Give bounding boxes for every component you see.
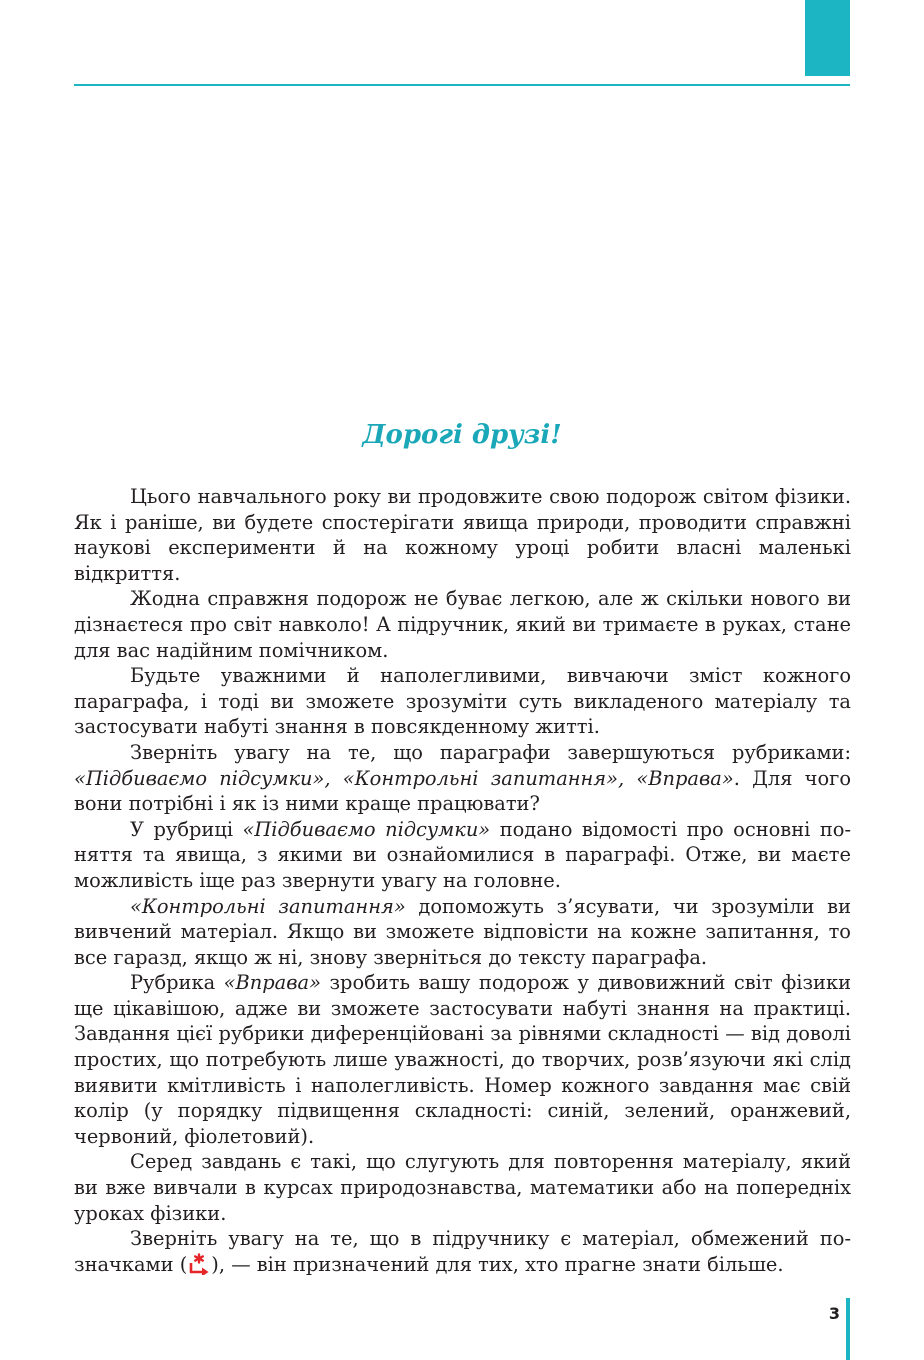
intro-text (74, 484, 851, 1277)
paragraph: Будьте уважними й наполегливими, вивчаючи зміст кожного параграфа, і тоді ви зможете зрозуміти суть викладеного матеріалу та застосувати набуті знання в повсякденному житті. (74, 664, 851, 739)
header-rule (74, 84, 850, 86)
paragraph (74, 817, 851, 894)
paragraph-text: зробить вашу подорож у дивовижний світ фізики ще цікавішою, адже ви зможете застосувати набуті знання на практиці. Завдання цієї рубрики диференційовані за рівнями складності — від доволі простих, що потребують лише уважності, до творчих, розв’язуючи які слід виявити кмітливість і наполегливість. Номер кожного завдання має свій колір (у порядку підвищення складності: синій, зелений, оранжевий, червоний, фіолетовий). (74, 971, 851, 1148)
rubric-names: «Підбиваємо підсумки», «Контрольні запитання», «Вправа» (74, 766, 734, 790)
paragraph-text: . Для чого вони потрібні і як із ними краще працювати? (74, 766, 851, 816)
paragraph-text: У рубриці (130, 817, 243, 841)
paragraph-text: ), — він призначений для тих, хто прагне знати більше. (211, 1252, 784, 1276)
paragraph-text: Рубрика (130, 971, 224, 995)
page-title: Дорогі друзі! (362, 420, 562, 451)
paragraph (74, 740, 851, 817)
paragraph (74, 1226, 851, 1277)
rubric-name: «Підбиваємо підсумки» (242, 817, 491, 841)
paragraph: Жодна справжня подорож не буває легкою, але ж скільки нового ви дізнаєтеся про світ навколо! А підручник, який ви тримаєте в руках, стане для вас надійним помічником. (74, 587, 851, 662)
footer-rule (846, 1298, 850, 1360)
paragraph-text: Зверніть увагу на те, що параграфи завершуються рубриками: (130, 740, 851, 764)
paragraph (74, 970, 851, 1149)
page-number: 3 (828, 1304, 840, 1323)
paragraph: Цього навчального року ви продовжите свою подорож світом фізики. Як і раніше, ви будете спостерігати явища природи, проводити справжні наукові експерименти й на кожному уроці робити власні маленькі відкриття. (74, 485, 851, 585)
paragraph-text: подано відомості про основні поняття та явища, з якими ви ознайомилися в параграфі. Отже, ви маєте можливість іще раз звернути увагу на головне. (74, 817, 852, 892)
paragraph-text: допоможуть з’ясувати, чи зрозуміли ви вивчений матеріал. Якщо ви зможете відповісти на кожне запитання, то все гаразд, якщо ж ні, знову зверніться до тексту параграфа. (74, 894, 851, 969)
asterisk-arrow-icon (188, 1253, 210, 1275)
paragraph-text: Зверніть увагу на те, що в підручнику є матеріал, обмежений позначками ( (74, 1227, 851, 1276)
paragraph: Серед завдань є такі, що слугують для повторення матеріалу, який ви вже вивчали в курсах природознавства, математики або на попередніх уроках фізики. (74, 1150, 851, 1225)
rubric-name: «Вправа» (223, 971, 321, 995)
rubric-name: «Контрольні запитання» (130, 894, 406, 918)
paragraph (74, 894, 851, 971)
corner-color-tab (805, 0, 850, 76)
